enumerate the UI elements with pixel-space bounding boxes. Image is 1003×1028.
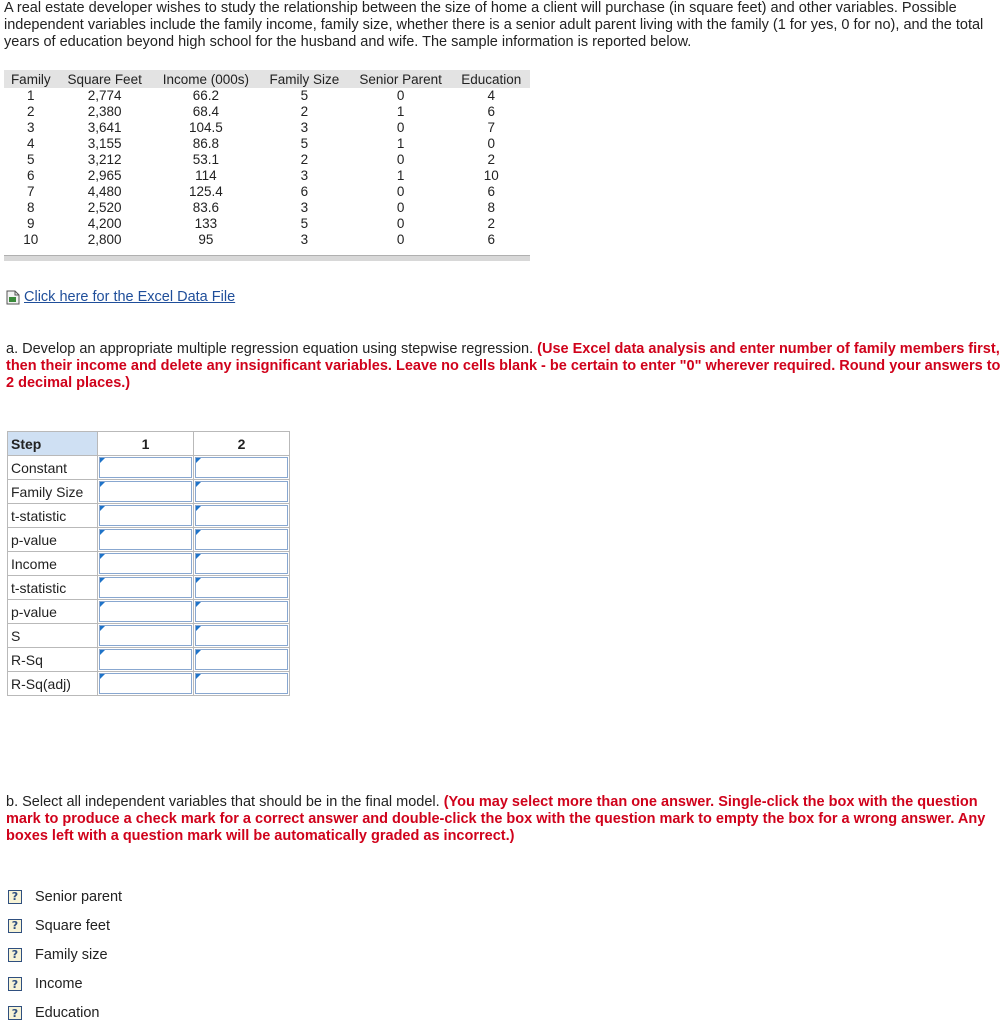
answer-input[interactable] — [100, 674, 191, 693]
data-table-cell: 68.4 — [192, 104, 219, 119]
grid-step-label: Step — [8, 432, 98, 456]
grid-row-label: Family Size — [8, 480, 98, 504]
answer-input-box[interactable] — [195, 577, 288, 598]
answer-input-box[interactable] — [195, 649, 288, 670]
table-scrollbar[interactable] — [4, 255, 530, 261]
grid-row-label: Constant — [8, 456, 98, 480]
input-marker-icon — [100, 506, 105, 511]
data-table-cell: 3 — [300, 168, 309, 183]
variable-choice-list — [8, 882, 122, 1028]
data-table-cell: 66.2 — [192, 88, 219, 103]
input-marker-icon — [196, 482, 201, 487]
grid-answer-cell — [194, 624, 290, 648]
data-table-cell: 3 — [300, 120, 309, 135]
data-table-cell: 8 — [27, 200, 35, 215]
part-b-instruction: (You may select more than one answer. Single-click the box with the question mark to produce a check mark for a correct answer and double-click the box with the question mark to empty the box for a wrong answer. Any boxes left with a question mark will be automatically graded as incorrect.) — [6, 794, 986, 844]
data-table-cell: 0 — [396, 120, 405, 135]
answer-input-box[interactable] — [99, 601, 192, 622]
answer-input[interactable] — [100, 602, 191, 621]
data-table-cell: 53.1 — [192, 152, 219, 167]
answer-input-box[interactable] — [195, 673, 288, 694]
question-mark-checkbox-icon[interactable]: ? — [8, 948, 22, 962]
data-table-cell: 6 — [487, 232, 496, 247]
answer-input-box[interactable] — [195, 457, 288, 478]
data-table-row — [4, 120, 530, 136]
grid-row — [8, 648, 290, 672]
data-table-cell: 4,480 — [87, 184, 122, 199]
data-table-cell: 6 — [487, 104, 496, 119]
choice-label: Family size — [35, 946, 108, 963]
question-mark-checkbox-icon[interactable]: ? — [8, 919, 22, 933]
data-table-cell: 7 — [487, 120, 496, 135]
grid-row — [8, 624, 290, 648]
answer-input-box[interactable] — [99, 481, 192, 502]
grid-row — [8, 456, 290, 480]
data-table-cell: 4 — [27, 136, 35, 151]
data-table-cell: 95 — [198, 232, 214, 247]
data-table-cell: 3 — [300, 200, 309, 215]
answer-input[interactable] — [196, 506, 287, 525]
data-table-row — [4, 136, 530, 152]
data-table-cell: 2,774 — [87, 88, 122, 103]
input-marker-icon — [196, 650, 201, 655]
data-table-cell: 0 — [396, 184, 405, 199]
grid-row-label: t-statistic — [8, 576, 98, 600]
grid-answer-cell — [98, 648, 194, 672]
data-table-cell: 6 — [300, 184, 309, 199]
answer-input-box[interactable] — [195, 601, 288, 622]
input-marker-icon — [100, 530, 105, 535]
input-marker-icon — [100, 650, 105, 655]
input-marker-icon — [196, 602, 201, 607]
answer-input-box[interactable] — [99, 577, 192, 598]
answer-input[interactable] — [196, 482, 287, 501]
data-table-cell: 1 — [396, 104, 405, 119]
answer-input-box[interactable] — [195, 481, 288, 502]
grid-row-label: S — [8, 624, 98, 648]
data-table-cell: 2 — [487, 152, 496, 167]
data-table-cell: 104.5 — [188, 120, 223, 135]
excel-data-file-link[interactable] — [6, 289, 235, 305]
data-table-cell: 2 — [300, 152, 309, 167]
grid-row — [8, 576, 290, 600]
variable-choice — [8, 970, 122, 999]
data-table-header-cell: Senior Parent — [349, 70, 453, 88]
input-marker-icon — [100, 626, 105, 631]
answer-input[interactable] — [196, 578, 287, 597]
data-table-cell: 0 — [396, 200, 405, 215]
answer-input-box[interactable] — [195, 529, 288, 550]
answer-input-box[interactable] — [195, 625, 288, 646]
input-marker-icon — [196, 578, 201, 583]
data-table-header-cell: Family — [4, 70, 58, 88]
data-table-row — [4, 168, 530, 184]
grid-answer-cell — [194, 648, 290, 672]
answer-input-box[interactable] — [99, 457, 192, 478]
input-marker-icon — [100, 674, 105, 679]
data-table-cell: 125.4 — [188, 184, 223, 199]
grid-answer-cell — [98, 552, 194, 576]
data-table-cell: 10 — [23, 232, 39, 247]
grid-header-row — [8, 432, 290, 456]
answer-input[interactable] — [196, 674, 287, 693]
grid-step-column-header: 2 — [194, 432, 290, 456]
grid-row-label: p-value — [8, 600, 98, 624]
data-table-cell: 0 — [487, 136, 496, 151]
grid-answer-cell — [194, 528, 290, 552]
data-table-cell: 0 — [396, 152, 405, 167]
data-table-cell: 7 — [27, 184, 35, 199]
grid-row — [8, 672, 290, 696]
data-table-cell: 0 — [396, 216, 405, 231]
grid-answer-cell — [98, 504, 194, 528]
question-mark-checkbox-icon[interactable]: ? — [8, 1006, 22, 1020]
input-marker-icon — [196, 506, 201, 511]
answer-input[interactable] — [100, 482, 191, 501]
data-table-cell: 3,155 — [87, 136, 122, 151]
data-table-cell: 114 — [195, 168, 217, 183]
grid-answer-cell — [98, 480, 194, 504]
data-table-cell: 133 — [194, 216, 218, 231]
answer-input[interactable] — [196, 530, 287, 549]
data-table-row — [4, 88, 530, 104]
answer-input[interactable] — [196, 626, 287, 645]
answer-input[interactable] — [196, 554, 287, 573]
answer-input-box[interactable] — [99, 553, 192, 574]
grid-answer-cell — [194, 456, 290, 480]
data-table-header-cell: Education — [453, 70, 530, 88]
grid-answer-cell — [194, 576, 290, 600]
data-table-cell: 2 — [300, 104, 309, 119]
grid-answer-cell — [98, 456, 194, 480]
data-table-cell: 10 — [483, 168, 499, 183]
data-table-cell: 5 — [300, 136, 309, 151]
answer-input-box[interactable] — [99, 649, 192, 670]
data-table-cell: 2,965 — [87, 168, 122, 183]
answer-input-box[interactable] — [99, 625, 192, 646]
data-table-cell: 4,200 — [87, 216, 122, 231]
data-table-cell: 2,520 — [87, 200, 122, 215]
data-table-row — [4, 104, 530, 120]
answer-input[interactable] — [100, 578, 191, 597]
data-table-body — [4, 88, 530, 248]
grid-row-label: R-Sq — [8, 648, 98, 672]
grid-row-label: p-value — [8, 528, 98, 552]
regression-answer-grid — [7, 431, 290, 696]
answer-input-box[interactable] — [195, 553, 288, 574]
data-table-cell: 3,641 — [87, 120, 122, 135]
sample-data-table-container — [4, 70, 530, 261]
grid-row-label: t-statistic — [8, 504, 98, 528]
grid-answer-cell — [98, 624, 194, 648]
part-a-instruction: (Use Excel data analysis and enter number of family members first, then their income and delete any insignificant variables. Leave no cells blank - be certain to enter "0" wherever required. Round your answers to 2 decimal places.) — [6, 341, 1001, 391]
input-marker-icon — [100, 554, 105, 559]
choice-label: Square feet — [35, 917, 110, 934]
question-mark-checkbox-icon[interactable]: ? — [8, 890, 22, 904]
grid-step-column-header: 1 — [98, 432, 194, 456]
data-table-header-cell: Family Size — [260, 70, 349, 88]
answer-input[interactable] — [196, 602, 287, 621]
data-table-cell: 3 — [300, 232, 309, 247]
data-table-header-row — [4, 70, 530, 88]
data-table-cell: 1 — [27, 88, 35, 103]
excel-link-text[interactable]: Click here for the Excel Data File — [24, 289, 236, 305]
input-marker-icon — [100, 602, 105, 607]
variable-choice — [8, 911, 122, 940]
choice-label: Education — [35, 1005, 100, 1022]
answer-input[interactable] — [196, 650, 287, 669]
input-marker-icon — [196, 458, 201, 463]
data-table-cell: 9 — [27, 216, 35, 231]
excel-file-icon — [6, 290, 20, 305]
data-table-cell: 2,800 — [87, 232, 122, 247]
data-table-cell: 1 — [396, 136, 405, 151]
data-table-row — [4, 232, 530, 248]
answer-input[interactable] — [100, 554, 191, 573]
part-a-prefix: a. Develop an appropriate multiple regression equation using stepwise regression. — [6, 341, 534, 357]
grid-row — [8, 600, 290, 624]
data-table-cell: 83.6 — [192, 200, 219, 215]
answer-input[interactable] — [100, 458, 191, 477]
data-table-cell: 5 — [27, 152, 35, 167]
data-table-cell: 0 — [396, 88, 405, 103]
data-table-row — [4, 152, 530, 168]
part-b-prefix: b. Select all independent variables that should be in the final model. — [6, 794, 440, 810]
sample-data-table — [4, 70, 530, 248]
grid-row — [8, 480, 290, 504]
data-table-row — [4, 184, 530, 200]
answer-input[interactable] — [100, 626, 191, 645]
grid-answer-cell — [194, 552, 290, 576]
data-table-cell: 8 — [487, 200, 496, 215]
input-marker-icon — [100, 482, 105, 487]
data-table-cell: 2 — [27, 104, 35, 119]
grid-answer-cell — [98, 672, 194, 696]
grid-answer-cell — [194, 480, 290, 504]
grid-row-label: Income — [8, 552, 98, 576]
data-table-cell: 0 — [396, 232, 405, 247]
data-table-header-cell: Square Feet — [58, 70, 152, 88]
data-table-cell: 3,212 — [87, 152, 122, 167]
data-table-cell: 6 — [27, 168, 35, 183]
answer-input-box[interactable] — [195, 505, 288, 526]
grid-answer-cell — [194, 504, 290, 528]
answer-input[interactable] — [100, 530, 191, 549]
data-table-cell: 1 — [396, 168, 405, 183]
grid-answer-cell — [194, 600, 290, 624]
grid-answer-cell — [98, 576, 194, 600]
intro-text: A real estate developer wishes to study the relationship between the size of home a client will purchase (in square feet) and other variables. Possible independent variables include the family income, family size, whether there is a senior adult parent living with the family (1 for yes, 0 for no), and the total years of education beyond high school for the husband and wife. The sample information is reported below. — [4, 0, 984, 50]
choice-label: Income — [35, 976, 83, 993]
data-table-cell: 3 — [27, 120, 35, 135]
input-marker-icon — [100, 578, 105, 583]
input-marker-icon — [100, 458, 105, 463]
grid-row — [8, 528, 290, 552]
input-marker-icon — [196, 554, 201, 559]
data-table-cell: 6 — [487, 184, 496, 199]
data-table-row — [4, 216, 530, 232]
data-table-row — [4, 200, 530, 216]
answer-input-box[interactable] — [99, 505, 192, 526]
answer-input-box[interactable] — [99, 673, 192, 694]
input-marker-icon — [196, 626, 201, 631]
grid-answer-cell — [98, 600, 194, 624]
variable-choice — [8, 882, 122, 911]
answer-input-box[interactable] — [99, 529, 192, 550]
data-table-header-cell: Income (000s) — [152, 70, 260, 88]
part-a-question — [6, 341, 1002, 392]
grid-row — [8, 552, 290, 576]
input-marker-icon — [196, 530, 201, 535]
choice-label: Senior parent — [35, 888, 123, 905]
answer-input[interactable] — [100, 650, 191, 669]
question-mark-checkbox-icon[interactable]: ? — [8, 977, 22, 991]
grid-row — [8, 504, 290, 528]
data-table-cell: 86.8 — [192, 136, 219, 151]
grid-answer-cell — [98, 528, 194, 552]
part-b-question — [6, 794, 1002, 845]
grid-answer-cell — [194, 672, 290, 696]
data-table-cell: 2,380 — [87, 104, 122, 119]
data-table-cell: 4 — [487, 88, 496, 103]
input-marker-icon — [196, 674, 201, 679]
data-table-cell: 5 — [300, 88, 309, 103]
data-table-cell: 5 — [300, 216, 309, 231]
data-table-cell: 2 — [487, 216, 496, 231]
variable-choice — [8, 940, 122, 969]
grid-row-label: R-Sq(adj) — [8, 672, 98, 696]
answer-input[interactable] — [196, 458, 287, 477]
answer-input[interactable] — [100, 506, 191, 525]
